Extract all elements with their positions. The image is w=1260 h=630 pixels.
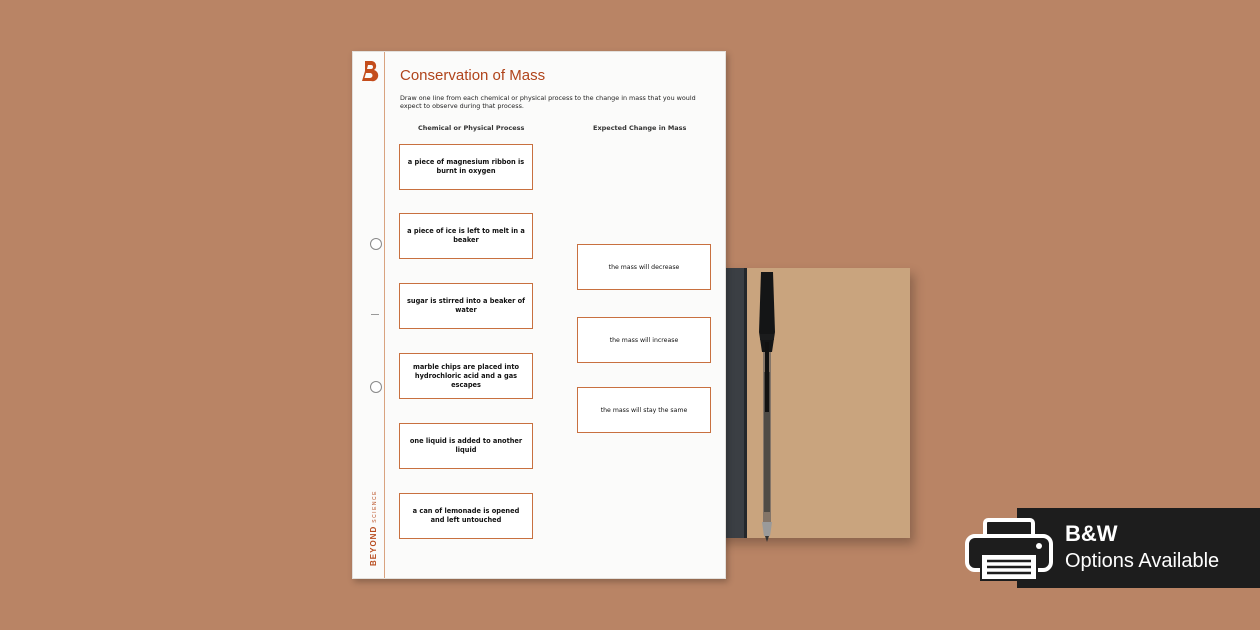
fold-mark (371, 314, 379, 315)
worksheet-instructions: Draw one line from each chemical or physical process to the change in mass that you would expect to observe during that process. (400, 94, 696, 110)
process-box: marble chips are placed into hydrochloric acid and a gas escapes (399, 353, 533, 399)
brand-name: BEYOND (369, 525, 378, 566)
badge-title: B&W (1065, 521, 1118, 546)
change-box: the mass will stay the same (577, 387, 711, 433)
change-box: the mass will increase (577, 317, 711, 363)
notebook-spine-edge (744, 268, 747, 538)
worksheet (352, 51, 726, 579)
process-box: a piece of magnesium ribbon is burnt in oxygen (399, 144, 533, 190)
badge-subtitle: Options Available (1065, 550, 1220, 572)
beyond-logo-icon (361, 60, 379, 82)
margin-line (384, 52, 385, 578)
notebook (712, 268, 910, 538)
change-box: the mass will decrease (577, 244, 711, 290)
printer-icon (963, 518, 1055, 582)
process-box: one liquid is added to another liquid (399, 423, 533, 469)
worksheet-title: Conservation of Mass (400, 67, 546, 84)
process-column-heading: Chemical or Physical Process (418, 124, 525, 132)
brand-subtitle: SCIENCE (372, 490, 378, 523)
punch-hole (370, 381, 382, 393)
process-box: sugar is stirred into a beaker of water (399, 283, 533, 329)
change-column-heading: Expected Change in Mass (593, 124, 687, 132)
punch-hole (370, 238, 382, 250)
process-box: a piece of ice is left to melt in a beaker (399, 213, 533, 259)
process-box: a can of lemonade is opened and left untouched (399, 493, 533, 539)
brand-label (369, 490, 378, 566)
pen-icon (754, 272, 780, 542)
